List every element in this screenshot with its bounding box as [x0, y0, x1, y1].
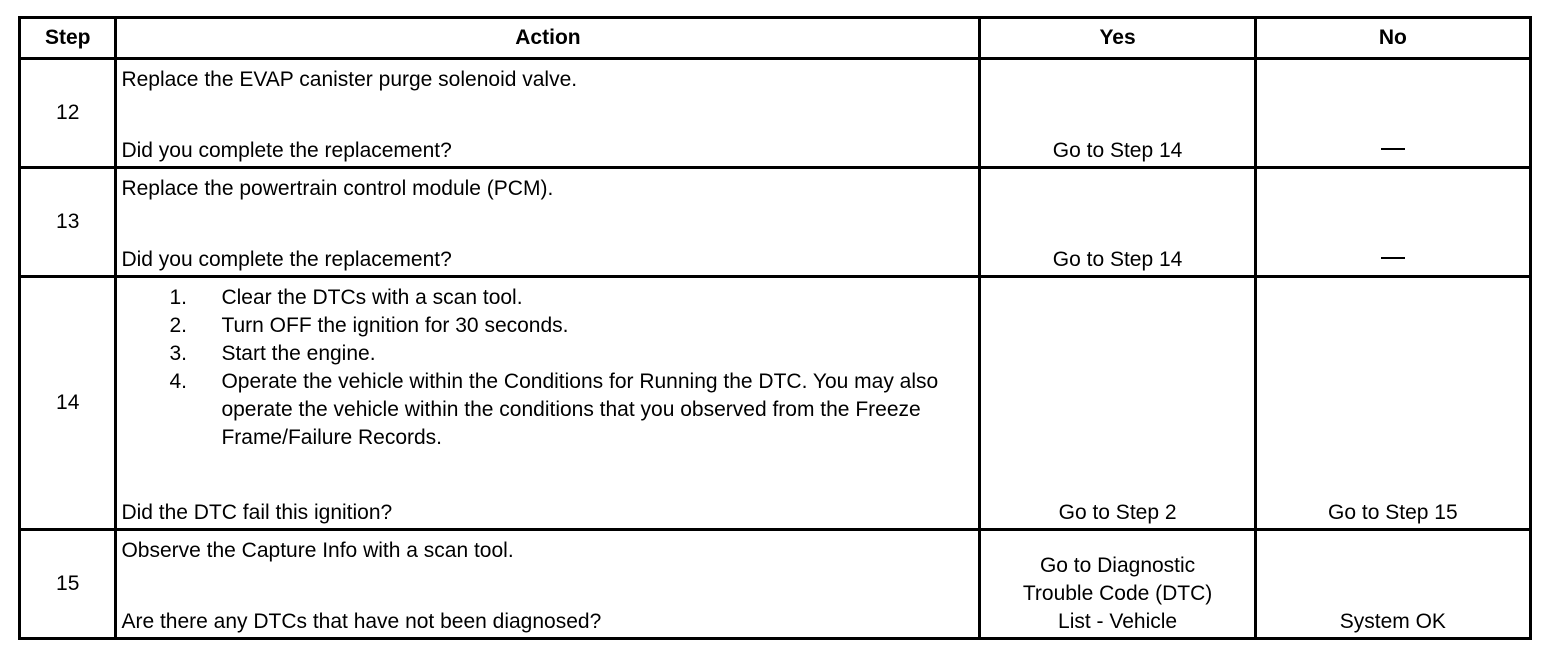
yes-result-line: Go to Diagnostic [1039, 554, 1196, 577]
table-row [20, 59, 1531, 168]
header-yes: Yes [980, 18, 1255, 59]
dash-mark [1381, 257, 1405, 259]
step-number: 12 [20, 59, 116, 168]
procedure-item: 1. Clear the DTCs with a scan tool. [169, 285, 523, 309]
action-instruction: Observe the Capture Info with a scan tool. [121, 539, 514, 563]
header-action: Action [116, 18, 980, 59]
procedure-item: 4. Operate the vehicle within the Conditions for Running the DTC. You may also operate the vehicle within the conditions that you observed from the Freeze Frame/Failure Records. [169, 369, 939, 449]
procedure-item: 2. Turn OFF the ignition for 30 seconds. [169, 313, 569, 337]
action-question: Did the DTC fail this ignition? [121, 501, 393, 525]
table-row [20, 167, 1531, 276]
action-cell [116, 167, 980, 276]
step-number: 13 [20, 167, 116, 276]
no-result: Go to Step 15 [1255, 276, 1530, 530]
yes-result: Go to Step 2 [980, 276, 1255, 530]
action-question: Did you complete the replacement? [121, 247, 452, 271]
yes-result [980, 530, 1255, 639]
diagnostic-table [18, 16, 1532, 640]
no-result [1255, 167, 1530, 276]
table-row [20, 530, 1531, 639]
dash-mark [1381, 148, 1405, 150]
step-number: 14 [20, 276, 116, 530]
action-instruction: Replace the EVAP canister purge solenoid valve. [121, 68, 578, 91]
header-step: Step [20, 18, 116, 59]
table-row [20, 276, 1531, 530]
action-cell [116, 530, 980, 639]
step-number: 15 [20, 530, 116, 639]
no-result [1255, 59, 1530, 168]
action-question: Did you complete the replacement? [121, 138, 452, 162]
action-question: Are there any DTCs that have not been diagnosed? [121, 610, 602, 633]
no-result: System OK [1255, 530, 1530, 639]
procedure-list [121, 284, 974, 452]
yes-result-line: Trouble Code (DTC) [1022, 582, 1213, 605]
yes-result: Go to Step 14 [980, 167, 1255, 276]
action-instruction: Replace the powertrain control module (PCM). [121, 176, 554, 200]
header-no: No [1255, 18, 1530, 59]
procedure-item: 3. Start the engine. [169, 341, 376, 365]
header-row [20, 18, 1531, 59]
action-cell [116, 276, 980, 530]
action-cell [116, 59, 980, 168]
yes-result-line: List - Vehicle [1058, 610, 1178, 633]
yes-result: Go to Step 14 [980, 59, 1255, 168]
